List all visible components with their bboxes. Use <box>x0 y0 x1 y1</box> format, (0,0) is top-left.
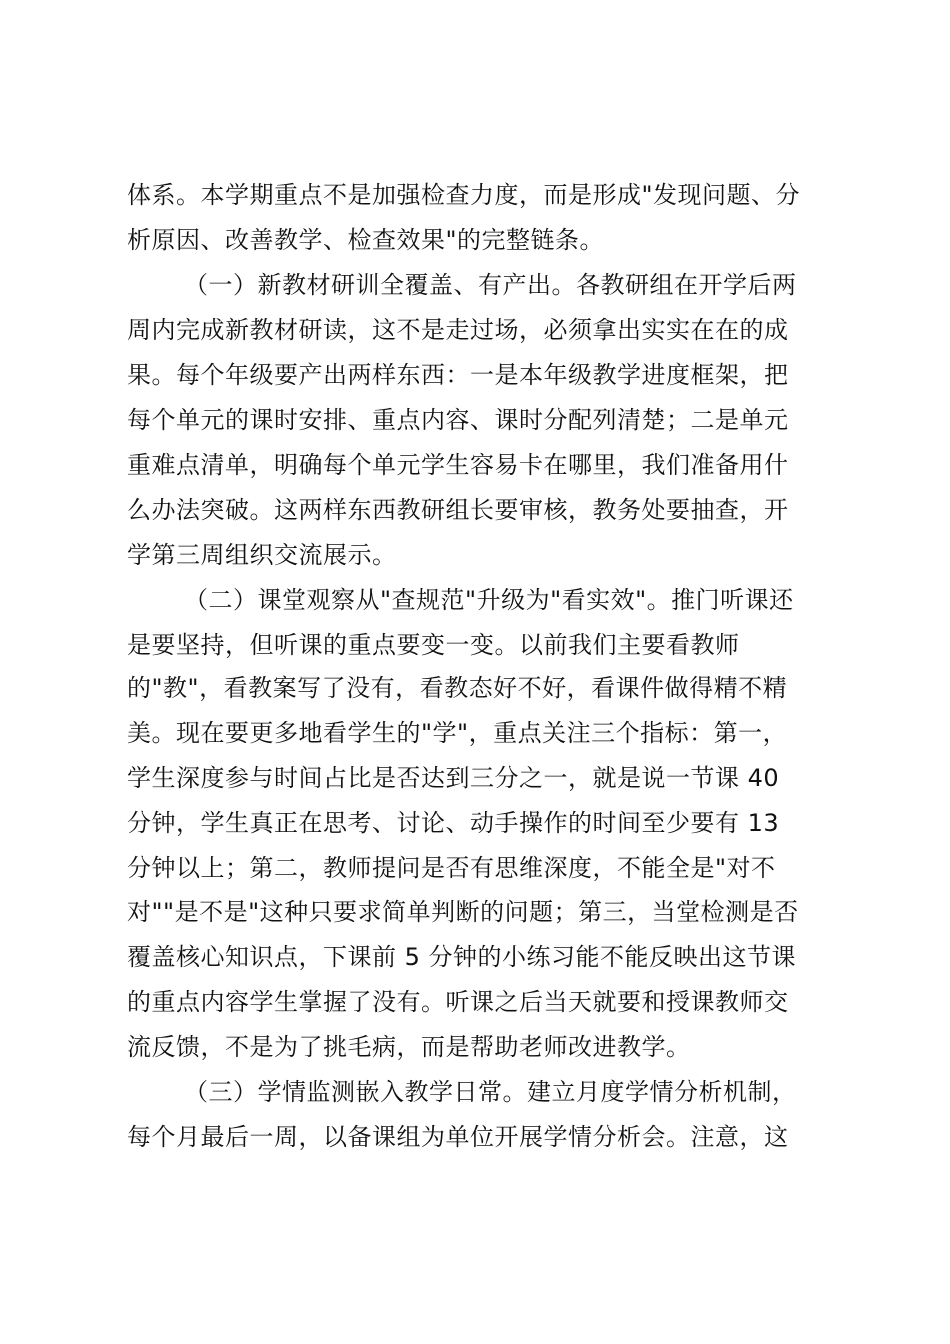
text-line: 每个月最后一周，以备课组为单位开展学情分析会。注意，这 <box>127 1123 789 1151</box>
text-line: 学生深度参与时间占比是否达到三分之一，就是说一节课 40 <box>127 764 780 792</box>
text-line: （一）新教材研训全覆盖、有产出。各教研组在开学后两 <box>184 271 797 299</box>
text-line: 体系。本学期重点不是加强检查力度，而是形成"发现问题、分 <box>127 181 801 209</box>
text-line: 重难点清单，明确每个单元学生容易卡在哪里，我们准备用什 <box>127 451 789 479</box>
text-line: 周内完成新教材研读，这不是走过场，必须拿出实实在在的成 <box>127 316 789 344</box>
text-line: 覆盖核心知识点，下课前 5 分钟的小练习能不能反映出这节课 <box>127 943 797 971</box>
text-line: 么办法突破。这两样东西教研组长要审核，教务处要抽查，开 <box>127 496 789 524</box>
text-line: 分钟以上；第二，教师提问是否有思维深度，不能全是"对不 <box>127 854 776 882</box>
text-line: 美。现在要更多地看学生的"学"，重点关注三个指标：第一， <box>127 719 788 747</box>
text-line: 每个单元的课时安排、重点内容、课时分配列清楚；二是单元 <box>127 406 789 434</box>
text-line: （三）学情监测嵌入教学日常。建立月度学情分析机制， <box>184 1078 797 1106</box>
text-line: 分钟，学生真正在思考、讨论、动手操作的时间至少要有 13 <box>127 809 780 837</box>
text-line: 果。每个年级要产出两样东西：一是本年级教学进度框架，把 <box>127 361 789 389</box>
text-line: 的重点内容学生掌握了没有。听课之后当天就要和授课教师交 <box>127 988 789 1016</box>
text-line: （二）课堂观察从"查规范"升级为"看实效"。推门听课还 <box>184 586 794 614</box>
text-line: 流反馈，不是为了挑毛病，而是帮助老师改进教学。 <box>127 1033 691 1061</box>
text-line: 对""是不是"这种只要求简单判断的问题；第三，当堂检测是否 <box>127 898 799 926</box>
text-line: 析原因、改善教学、检查效果"的完整链条。 <box>127 226 605 254</box>
text-line: 学第三周组织交流展示。 <box>127 541 397 569</box>
text-line: 是要坚持，但听课的重点要变一变。以前我们主要看教师 <box>127 631 740 659</box>
text-line: 的"教"，看教案写了没有，看教态好不好，看课件做得精不精 <box>127 674 788 702</box>
